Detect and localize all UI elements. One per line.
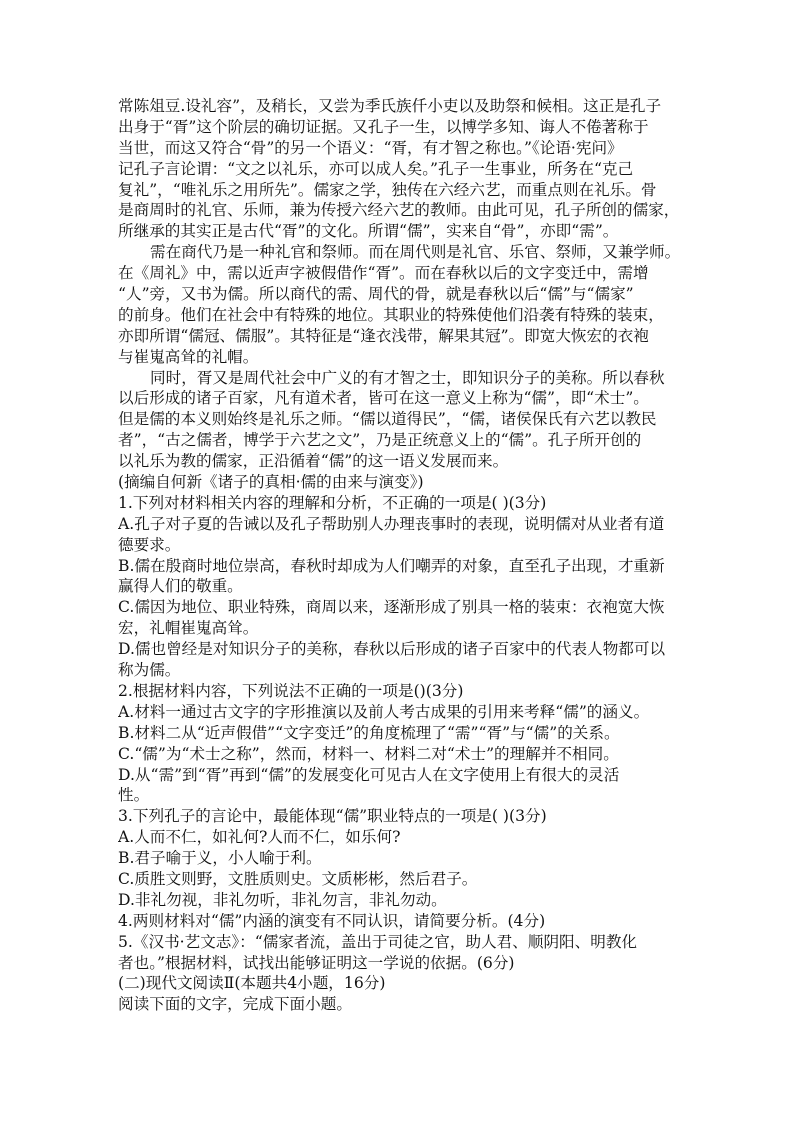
option-d: D.儒也曾经是对知识分子的美称，春秋以后形成的诸子百家中的代表人物都可以 bbox=[118, 640, 666, 659]
text-line: 者”，“古之儒者，博学于六艺之文”，乃是正统意义上的“儒”。孔子所开创的 bbox=[118, 431, 642, 450]
text-line: 需在商代乃是一种礼官和祭师。而在周代则是礼官、乐官、祭师，又兼学师。 bbox=[150, 243, 681, 262]
option-d-cont: 称为儒。 bbox=[118, 661, 181, 680]
question-2: 2.根据材料内容，下列说法不正确的一项是()(3分) bbox=[118, 681, 464, 700]
source-citation: (摘编自何新《诸子的真相·儒的由来与演变》) bbox=[118, 473, 424, 492]
question-5-cont: 者也。”根据材料，试找出能够证明这一学说的依据。(6分) bbox=[118, 953, 515, 972]
text-line: 亦即所谓“儒冠、儒服”。其特征是“逢衣浅带，解果其冠”。即宽大恢宏的衣袍 bbox=[118, 326, 649, 345]
text-line: 出身于“胥”这个阶层的确切证据。又孔子一生，以博学多知、诲人不倦著称于 bbox=[118, 117, 649, 136]
text-line: 与崔嵬高耸的礼帽。 bbox=[118, 347, 259, 366]
text-line: 的前身。他们在社会中有特殊的地位。其职业的特殊使他们沿袭有特殊的装束， bbox=[118, 305, 664, 324]
option-a: A.材料一通过古文字的字形推演以及前人考古成果的引用来考释“儒”的涵义。 bbox=[118, 702, 650, 721]
text-line: 复礼”，“唯礼乐之用所先”。儒家之学，独传在六经六艺，而重点则在礼乐。骨 bbox=[118, 180, 657, 199]
text-line: 同时，胥又是周代社会中广义的有才智之士，即知识分子的美称。所以春秋 bbox=[150, 368, 665, 387]
option-c: C.儒因为地位、职业特殊，商周以来，逐渐形成了别具一格的装束：衣袍宽大恢 bbox=[118, 598, 665, 617]
section-heading: (二)现代文阅读Ⅱ(本题共4小题，16分) bbox=[118, 974, 386, 993]
option-a: A.人而不仁，如礼何?人而不仁，如乐何? bbox=[118, 828, 401, 847]
option-d: D.从“需”到“胥”再到“儒”的发展变化可见古人在文字使用上有很大的灵活 bbox=[118, 765, 620, 784]
option-b: B.材料二从“近声假借”“文字变迁”的角度梳理了“需”“胥”与“儒”的关系。 bbox=[118, 723, 620, 742]
text-line: 但是儒的本义则始终是礼乐之师。“儒以道得民”，“儒，诸侯保氏有六艺以教民 bbox=[118, 410, 657, 429]
option-c-cont: 宏，礼帽崔嵬高耸。 bbox=[118, 619, 259, 638]
question-5: 5.《汉书·艺文志》：“儒家者流，盖出于司徒之官，助人君、顺阴阳、明教化 bbox=[118, 932, 638, 951]
document-page bbox=[118, 96, 684, 1015]
option-c: C.质胜文则野，文胜质则史。文质彬彬，然后君子。 bbox=[118, 869, 478, 888]
option-b-cont: 赢得人们的敬重。 bbox=[118, 577, 243, 596]
option-b: B.君子喻于义，小人喻于利。 bbox=[118, 849, 322, 868]
option-a-cont: 德要求。 bbox=[118, 535, 181, 554]
text-line: 是商周时的礼官、乐师，兼为传授六经六艺的教师。由此可见，孔子所创的儒家， bbox=[118, 201, 680, 220]
question-4: 4.两则材料对“儒”内涵的演变有不同认识，请简要分析。(4分) bbox=[118, 911, 546, 930]
question-1: 1.下列对材料相关内容的理解和分析，不正确的一项是( )(3分) bbox=[118, 493, 547, 512]
question-3: 3.下列孔子的言论中，最能体现“儒”职业特点的一项是( )(3分) bbox=[118, 807, 547, 826]
instruction-text: 阅读下面的文字，完成下面小题。 bbox=[118, 995, 352, 1014]
option-c: C.“儒”为“术士之称”，然而，材料一、材料二对“术士”的理解并不相同。 bbox=[118, 744, 619, 763]
text-line: 以后形成的诸子百家，凡有道术者，皆可在这一意义上称为“儒”，即“术士”。 bbox=[118, 389, 649, 408]
text-line: 记孔子言论谓：“文之以礼乐，亦可以成人矣。”孔子一生事业，所务在“克己 bbox=[118, 159, 634, 178]
option-a: A.孔子对子夏的告诫以及孔子帮助别人办理丧事时的表现，说明儒对从业者有道 bbox=[118, 514, 665, 533]
text-line: 以礼乐为教的儒家，正沿循着“儒”的这一语义发展而来。 bbox=[118, 452, 509, 471]
text-line: 常陈俎豆.设礼容”，及稍长，又尝为季氏族仟小吏以及助祭和候相。这正是孔子 bbox=[118, 97, 662, 115]
text-line: “人”旁，又书为儒。所以商代的需、周代的骨，就是春秋以后“儒”与“儒家” bbox=[118, 285, 634, 304]
option-d: D.非礼勿视，非礼勿听，非礼勿言，非礼勿动。 bbox=[118, 890, 447, 909]
text-line: 在《周礼》中，需以近声字被假借作“胥”。而在春秋以后的文字变迁中，需增 bbox=[118, 264, 649, 283]
option-b: B.儒在殷商时地位崇高，春秋时却成为人们嘲弄的对象，直至孔子出现，才重新 bbox=[118, 556, 665, 575]
option-d-cont: 性。 bbox=[118, 786, 150, 805]
text-line: 所继承的其实正是古代“胥”的文化。所谓“儒”，实来自“骨”，亦即“需”。 bbox=[118, 222, 619, 241]
text-line: 当世，而这又符合“骨”的另一个语义：“胥，有才智之称也。”《论语·宪问》 bbox=[118, 138, 623, 157]
